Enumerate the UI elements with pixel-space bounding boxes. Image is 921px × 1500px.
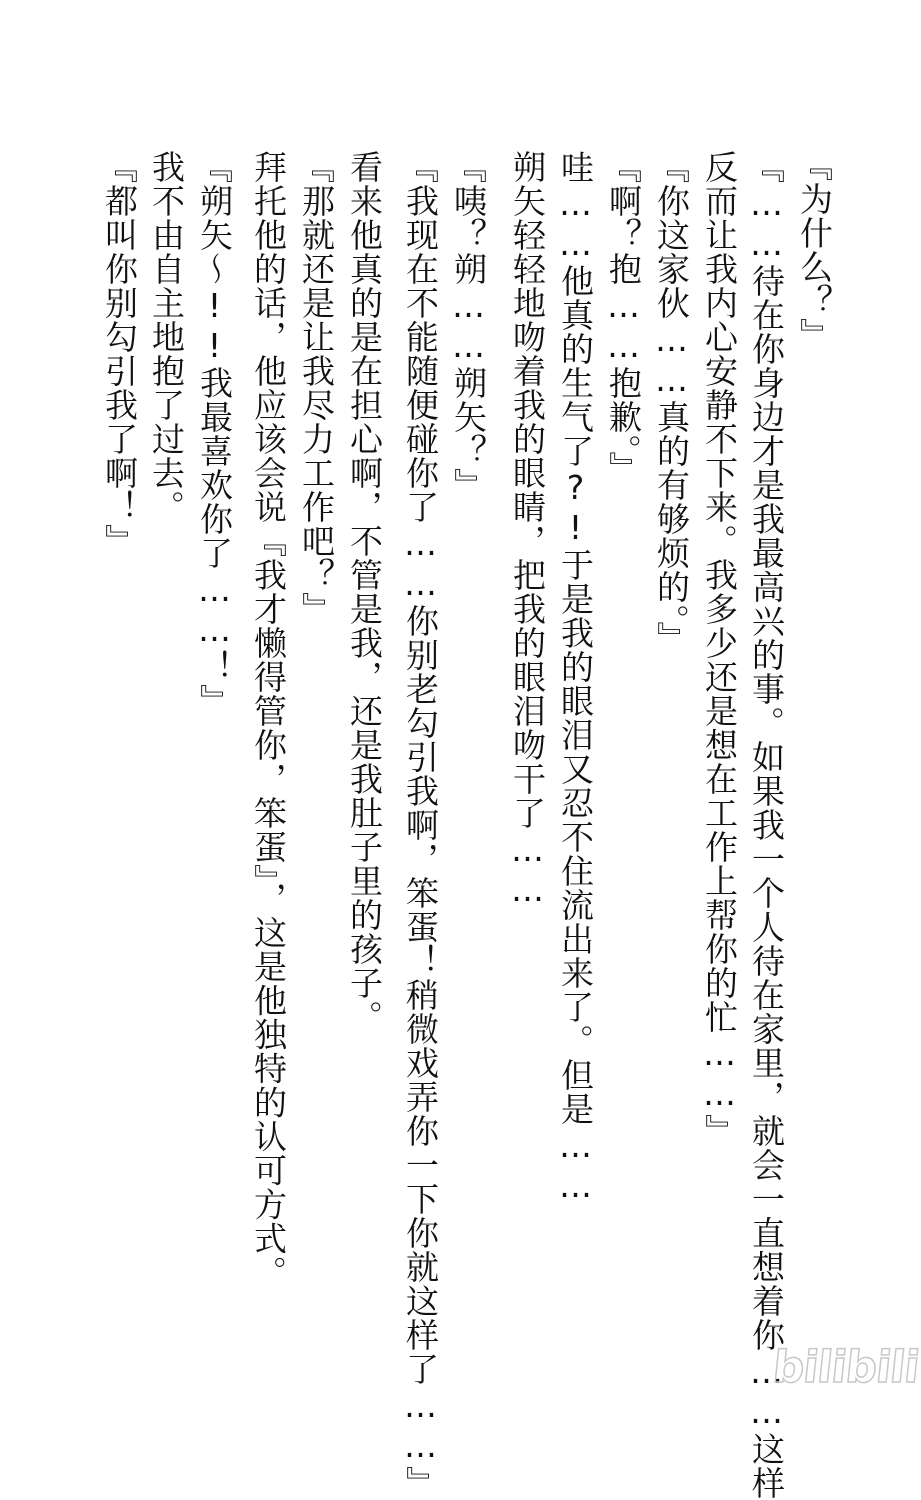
text-column-4: 『你这家伙……真的有够烦的。』 — [652, 150, 691, 656]
text-column-9: 『我现在不能随便碰你了……你别老勾引我啊，笨蛋！稍微戏弄你一下你就这样了……』 — [401, 150, 440, 1500]
text-column-6: 哇……他真的生气了?!于是我的眼泪又忍不住流出来了。但是…… — [556, 150, 595, 1206]
text-column-15: 『都叫你别勾引我了啊！』 — [100, 150, 139, 558]
text-column-10: 看来他真的是在担心啊，不管是我，还是我肚子里的孩子。 — [345, 150, 384, 1034]
text-column-11: 『那就还是让我尽力工作吧？』 — [297, 150, 336, 626]
text-column-7: 朔矢轻轻地吻着我的眼睛，把我的眼泪吻干了…… — [508, 150, 547, 910]
text-column-2: 『……待在你身边才是我最高兴的事。如果我一个人待在家里，就会一直想着你……这样 — [747, 150, 786, 1500]
text-column-5: 『啊？抱……抱歉。』 — [604, 150, 643, 486]
text-column-8: 『咦？朔……朔矢？』 — [449, 150, 488, 502]
text-column-13: 『朔矢～!!我最喜欢你了……！』 — [195, 150, 234, 718]
bilibili-watermark: bilibili — [770, 1342, 921, 1393]
text-column-3: 反而让我内心安静不下来。我多少还是想在工作上帮你的忙……』 — [700, 150, 739, 1148]
text-column-12: 拜托他的话，他应该会说『我才懒得管你，笨蛋』，这是他独特的认可方式。 — [249, 150, 288, 1290]
text-column-14: 我不由自主地抱了过去。 — [147, 150, 186, 524]
text-column-1: 『为什么？』 — [795, 148, 834, 352]
